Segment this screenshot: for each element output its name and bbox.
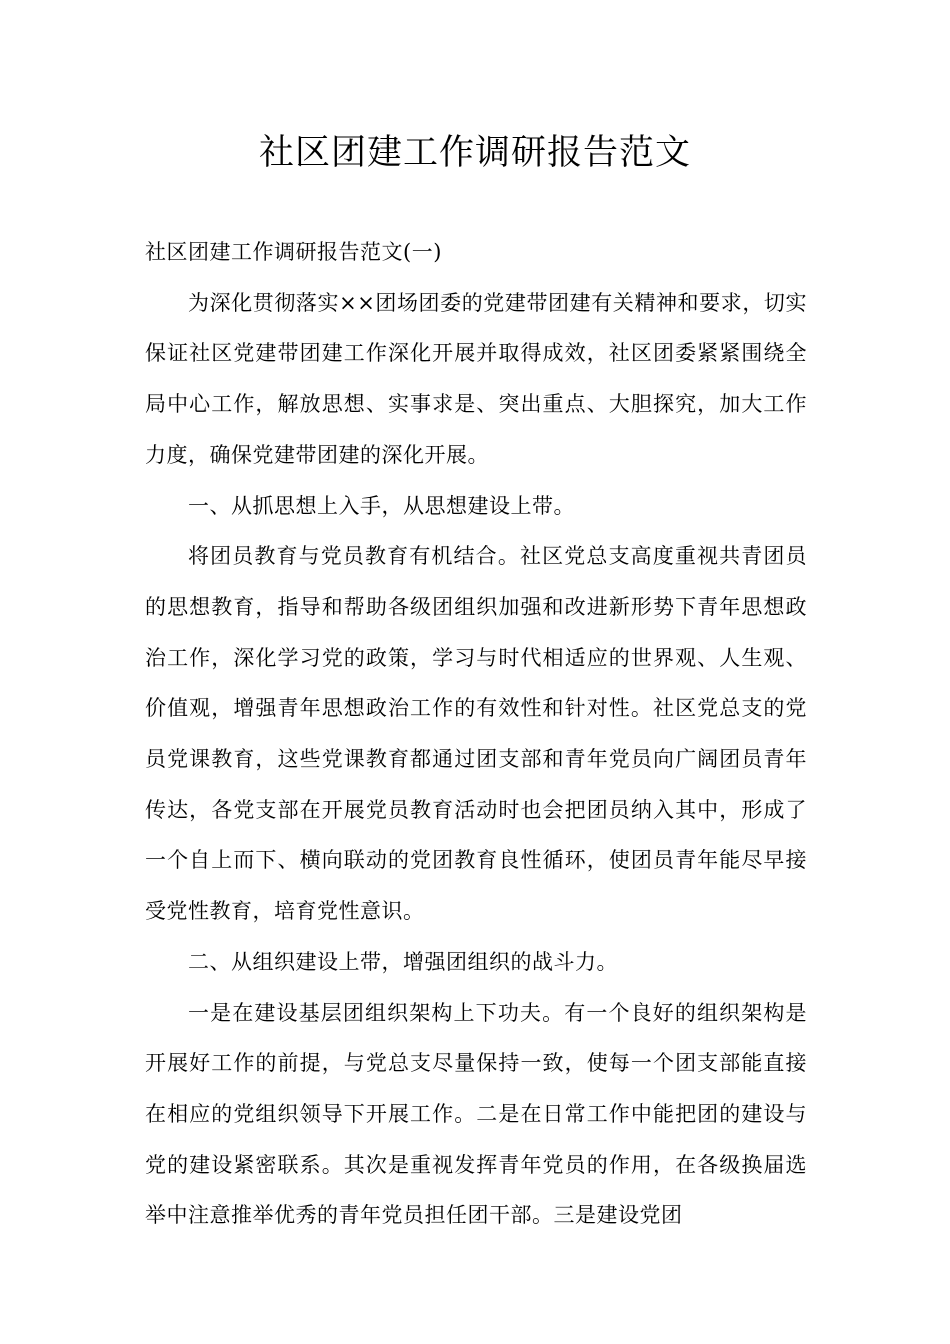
section-1-paragraph: 将团员教育与党员教育有机结合。社区党总支高度重视共青团员的思想教育，指导和帮助各级团组织加强和改进新形势下青年思想政治工作，深化学习党的政策，学习与时代相适应的世界观、人生观、价值观，增强青年思想政治工作的有效性和针对性。社区党总支的党员党课教育，这些党课教育都通过团支部和青年党员向广阔团员青年传达，各党支部在开展党员教育活动时也会把团员纳入其中，形成了一个自上而下、横向联动的党团教育良性循环，使团员青年能尽早接受党性教育，培育党性意识。 <box>145 544 807 924</box>
subtitle-paragraph: 社区团建工作调研报告范文(一) <box>145 240 442 264</box>
document-body <box>145 227 807 1241</box>
section-2-paragraph: 一是在建设基层团组织架构上下功夫。有一个良好的组织架构是开展好工作的前提，与党总支尽量保持一致，使每一个团支部能直接在相应的党组织领导下开展工作。二是在日常工作中能把团的建设与党的建设紧密联系。其次是重视发挥青年党员的作用，在各级换届选举中注意推举优秀的青年党员担任团干部。三是建设党团 <box>145 1000 807 1228</box>
section-heading-1: 一、从抓思想上入手，从思想建设上带。 <box>188 493 575 518</box>
section-heading-2: 二、从组织建设上带，增强团组织的战斗力。 <box>188 949 618 974</box>
document-title: 社区团建工作调研报告范文 <box>258 133 691 173</box>
intro-paragraph: 为深化贯彻落实××团场团委的党建带团建有关精神和要求，切实保证社区党建带团建工作深化开展并取得成效，社区团委紧紧围绕全局中心工作，解放思想、实事求是、突出重点、大胆探究，加大工作力度，确保党建带团建的深化开展。 <box>145 290 807 467</box>
